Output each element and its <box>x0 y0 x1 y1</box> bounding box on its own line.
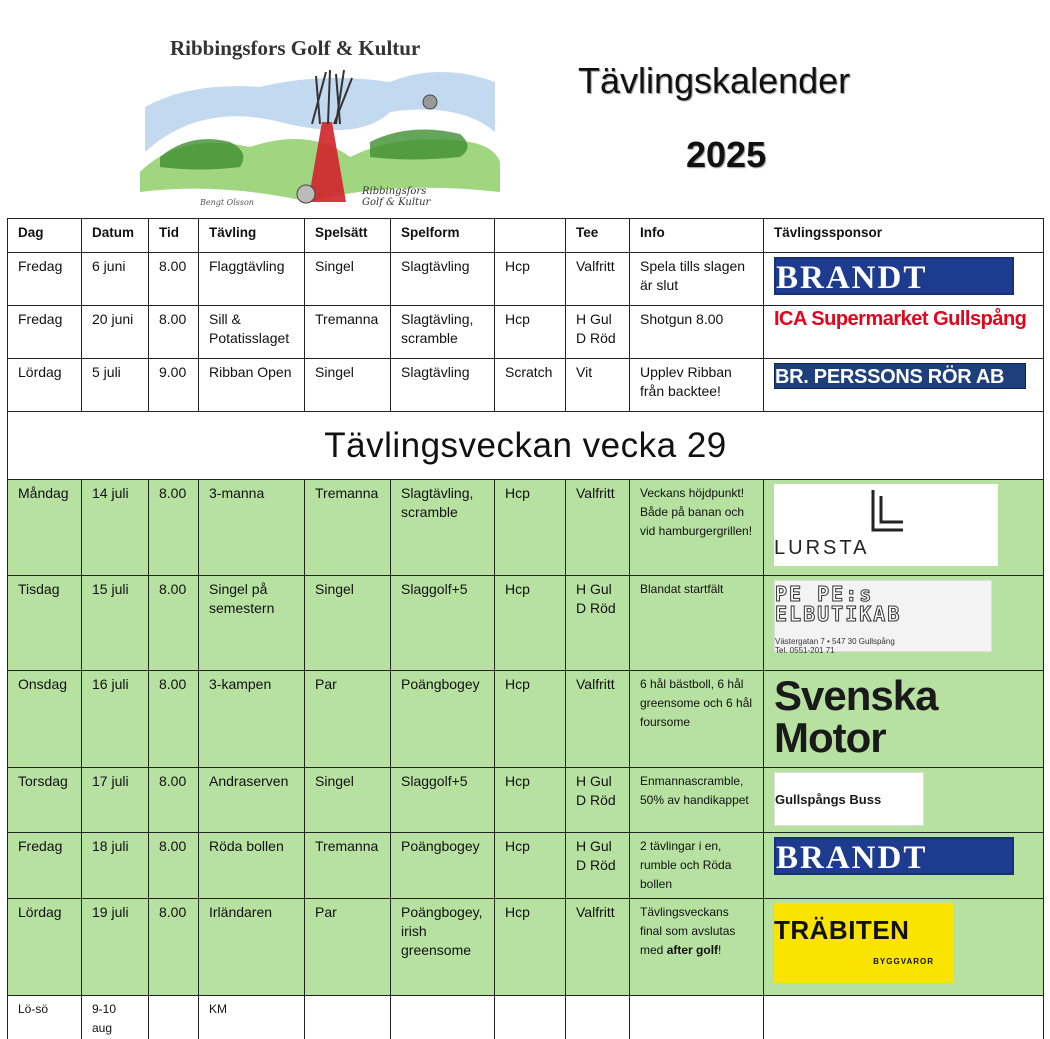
tee-men: H Gul <box>576 581 612 597</box>
sponsor-cell <box>764 768 1044 833</box>
info-cell: Shotgun 8.00 <box>630 306 764 359</box>
competition-cell: Sill & Potatisslaget <box>199 306 305 359</box>
trabiten-logo <box>774 903 954 983</box>
sponsor-cell <box>764 359 1044 412</box>
gullspangs-buss-logo: Gullspångs Buss <box>774 772 924 826</box>
date-cell: 19 juli <box>82 899 149 996</box>
play-mode-cell: Tremanna <box>305 480 391 576</box>
format-cell <box>391 996 495 1039</box>
logo-title: Ribbingsfors Golf & Kultur <box>170 36 421 60</box>
play-mode-cell: Singel <box>305 576 391 671</box>
info-cell: Veckans höjdpunkt! Både på banan och vid hamburgergrillen! <box>630 480 764 576</box>
column-header: Dag <box>8 219 82 253</box>
day-cell: Fredag <box>8 306 82 359</box>
handicap-cell: Hcp <box>495 306 566 359</box>
column-header <box>495 219 566 253</box>
tee-women: D Röd <box>576 330 616 346</box>
handicap-cell: Hcp <box>495 576 566 671</box>
time-cell: 8.00 <box>149 306 199 359</box>
play-mode-cell: Singel <box>305 359 391 412</box>
tee-cell <box>566 768 630 833</box>
competition-calendar-table <box>7 218 1044 1039</box>
column-header: Datum <box>82 219 149 253</box>
play-mode-cell: Singel <box>305 768 391 833</box>
competition-cell: Flaggtävling <box>199 253 305 306</box>
date-cell: 14 juli <box>82 480 149 576</box>
column-header: Tid <box>149 219 199 253</box>
sponsor-cell <box>764 899 1044 996</box>
time-cell <box>149 996 199 1039</box>
format-cell: Poängbogey <box>391 833 495 899</box>
tee-women: D Röd <box>576 792 616 808</box>
table-row <box>8 899 1044 996</box>
handicap-cell: Hcp <box>495 480 566 576</box>
format-cell: Poängbogey, irish greensome <box>391 899 495 996</box>
pepe-elbutik-logo <box>774 580 992 655</box>
time-cell: 8.00 <box>149 833 199 899</box>
play-mode-cell: Singel <box>305 253 391 306</box>
format-cell: Slaggolf+5 <box>391 576 495 671</box>
sponsor-cell <box>764 671 1044 768</box>
date-cell: 9-10 aug <box>82 996 149 1039</box>
handicap-cell: Hcp <box>495 253 566 306</box>
sponsor-cell <box>764 253 1044 306</box>
logo-signature: Ribbingsfors Golf & Kultur <box>362 186 431 208</box>
competition-cell: KM <box>199 996 305 1039</box>
tee-women: D Röd <box>576 600 616 616</box>
svenska-motor-logo: Svenska Motor <box>774 672 938 761</box>
sponsor-cell <box>764 576 1044 671</box>
table-row <box>8 768 1044 833</box>
table-row <box>8 576 1044 671</box>
info-cell: Blandat startfält <box>630 576 764 671</box>
day-cell: Onsdag <box>8 671 82 768</box>
page-year: 2025 <box>686 134 767 175</box>
day-cell: Lördag <box>8 899 82 996</box>
pepe-name: PE PE:s ELBUTIKAB <box>775 582 902 626</box>
table-row <box>8 359 1044 412</box>
time-cell: 8.00 <box>149 671 199 768</box>
date-cell: 5 juli <box>82 359 149 412</box>
sponsor-cell <box>764 306 1044 359</box>
brandt-logo: BRANDT <box>774 837 1014 875</box>
time-cell: 8.00 <box>149 899 199 996</box>
format-cell: Slagtävling <box>391 253 495 306</box>
play-mode-cell: Par <box>305 899 391 996</box>
day-cell: Lördag <box>8 359 82 412</box>
time-cell: 8.00 <box>149 768 199 833</box>
table-row <box>8 480 1044 576</box>
info-cell: Spela tills slagen är slut <box>630 253 764 306</box>
handicap-cell: Hcp <box>495 671 566 768</box>
tee-cell: Valfritt <box>566 253 630 306</box>
competition-cell: Röda bollen <box>199 833 305 899</box>
time-cell: 8.00 <box>149 480 199 576</box>
page-header <box>0 0 1050 218</box>
column-header: Tävling <box>199 219 305 253</box>
table-row <box>8 671 1044 768</box>
handicap-cell: Scratch <box>495 359 566 412</box>
perssons-logo: BR. PERSSONS RÖR AB <box>774 363 1026 389</box>
day-cell: Måndag <box>8 480 82 576</box>
format-cell: Slagtävling <box>391 359 495 412</box>
column-header: Info <box>630 219 764 253</box>
tee-cell <box>566 833 630 899</box>
info-cell: Enmannascramble, 50% av handikappet <box>630 768 764 833</box>
day-cell: Tisdag <box>8 576 82 671</box>
tee-cell: Vit <box>566 359 630 412</box>
play-mode-cell: Tremanna <box>305 833 391 899</box>
competition-cell: Irländaren <box>199 899 305 996</box>
tee-women: D Röd <box>576 857 616 873</box>
table-row <box>8 833 1044 899</box>
play-mode-cell <box>305 996 391 1039</box>
tee-cell <box>566 996 630 1039</box>
ica-logo: ICA Supermarket Gullspång <box>774 308 1027 330</box>
pepe-address: Västergatan 7 • 547 30 Gullspång Tel. 0551-201 71 <box>775 637 895 655</box>
format-cell: Poängbogey <box>391 671 495 768</box>
competition-cell: Ribban Open <box>199 359 305 412</box>
time-cell: 9.00 <box>149 359 199 412</box>
info-cell: Tävlingsveckans final som avslutas med after golf! <box>630 899 764 996</box>
handicap-cell <box>495 996 566 1039</box>
time-cell: 8.00 <box>149 576 199 671</box>
info-cell <box>630 996 764 1039</box>
handicap-cell: Hcp <box>495 899 566 996</box>
format-cell: Slaggolf+5 <box>391 768 495 833</box>
brandt-logo: BRANDT <box>774 257 1014 295</box>
sponsor-cell <box>764 480 1044 576</box>
info-cell: 6 hål bästboll, 6 hål greensome och 6 hål foursome <box>630 671 764 768</box>
day-cell: Fredag <box>8 833 82 899</box>
table-row <box>8 306 1044 359</box>
info-cell: Upplev Ribban från backtee! <box>630 359 764 412</box>
date-cell: 6 juni <box>82 253 149 306</box>
tee-men: H Gul <box>576 311 612 327</box>
info-cell: 2 tävlingar i en, rumble och Röda bollen <box>630 833 764 899</box>
date-cell: 17 juli <box>82 768 149 833</box>
date-cell: 20 juni <box>82 306 149 359</box>
page-title: Tävlingskalender <box>578 60 851 101</box>
column-header: Tävlingssponsor <box>764 219 1044 253</box>
tee-cell <box>566 306 630 359</box>
lursta-text: LURSTA <box>774 537 870 559</box>
table-row <box>8 253 1044 306</box>
table-row <box>8 996 1044 1039</box>
trabiten-sub: BYGGVAROR <box>873 957 934 966</box>
day-cell: Fredag <box>8 253 82 306</box>
competition-cell: Andraserven <box>199 768 305 833</box>
lursta-logo <box>774 484 998 566</box>
date-cell: 18 juli <box>82 833 149 899</box>
week-heading-row <box>8 412 1044 480</box>
week-heading: Tävlingsveckan vecka 29 <box>8 412 1044 480</box>
handicap-cell: Hcp <box>495 833 566 899</box>
column-header: Spelform <box>391 219 495 253</box>
club-logo <box>140 34 500 216</box>
day-cell: Lö-sö <box>8 996 82 1039</box>
lursta-mark-icon <box>869 490 903 536</box>
format-cell: Slagtävling, scramble <box>391 480 495 576</box>
date-cell: 15 juli <box>82 576 149 671</box>
column-header: Tee <box>566 219 630 253</box>
format-cell: Slagtävling, scramble <box>391 306 495 359</box>
date-cell: 16 juli <box>82 671 149 768</box>
tee-cell: Valfritt <box>566 671 630 768</box>
tee-men: H Gul <box>576 838 612 854</box>
time-cell: 8.00 <box>149 253 199 306</box>
golf-bag-illustration <box>140 62 500 214</box>
competition-cell: 3-manna <box>199 480 305 576</box>
sponsor-cell <box>764 996 1044 1039</box>
logo-artist-signature: Bengt Olsson <box>200 198 254 207</box>
table-header-row <box>8 219 1044 253</box>
play-mode-cell: Par <box>305 671 391 768</box>
play-mode-cell: Tremanna <box>305 306 391 359</box>
tee-cell <box>566 576 630 671</box>
tee-men: H Gul <box>576 773 612 789</box>
handicap-cell: Hcp <box>495 768 566 833</box>
trabiten-name: TRÄBITEN <box>774 915 910 945</box>
tee-cell: Valfritt <box>566 899 630 996</box>
sponsor-cell <box>764 833 1044 899</box>
column-header: Spelsätt <box>305 219 391 253</box>
competition-cell: Singel på semestern <box>199 576 305 671</box>
day-cell: Torsdag <box>8 768 82 833</box>
competition-cell: 3-kampen <box>199 671 305 768</box>
tee-cell: Valfritt <box>566 480 630 576</box>
